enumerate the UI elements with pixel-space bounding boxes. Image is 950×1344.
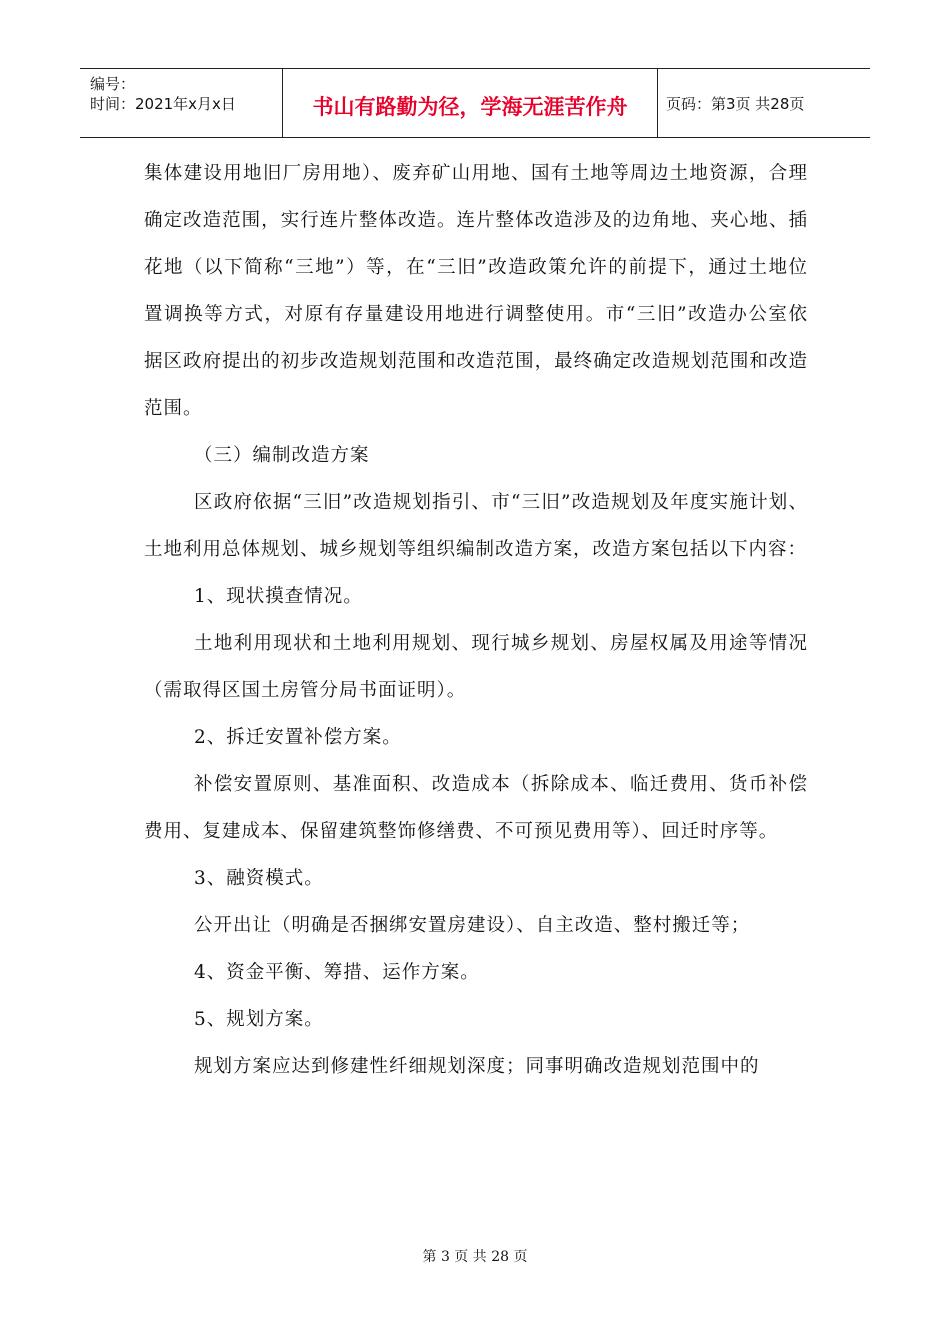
document-body xyxy=(144,150,808,1090)
header-page-cell xyxy=(658,69,870,137)
list-item-heading: 4、资金平衡、筹措、运作方案。 xyxy=(194,962,480,983)
header-meta-cell xyxy=(80,69,283,137)
paragraph-continuation: 集体建设用地旧厂房用地）、废弃矿山用地、国有土地等周边土地资源，合理确定改造范围，实行连片整体改造。连片整体改造涉及的边角地、夹心地、插花地（以下简称“三地”）等，在“三旧”改造政策允许的前提下，通过土地位置调换等方式，对原有存量建设用地进行调整使用。市“三旧”改造办公室依据区政府提出的初步改造规划范围和改造范围，最终确定改造规划范围和改造范围。 xyxy=(144,163,808,419)
list-item-heading: 5、规划方案。 xyxy=(194,1009,324,1030)
header-motto: 书山有路勤为径，学海无涯苦作舟 xyxy=(312,95,628,119)
paragraph: 公开出让（明确是否捆绑安置房建设）、自主改造、整村搬迁等； xyxy=(194,915,751,936)
paragraph: 区政府依据“三旧”改造规划指引、市“三旧”改造规划及年度实施计划、土地利用总体规划、城乡规划等组织编制改造方案，改造方案包括以下内容： xyxy=(144,492,808,560)
header-page-label: 页码：第3页 共28页 xyxy=(666,95,805,113)
list-item-heading: 1、现状摸查情况。 xyxy=(194,586,363,607)
list-item-heading: 2、拆迁安置补偿方案。 xyxy=(194,727,402,748)
paragraph: 土地利用现状和土地利用规划、现行城乡规划、房屋权属及用途等情况（需取得区国土房管分局书面证明）。 xyxy=(144,633,808,701)
page-footer xyxy=(0,1246,950,1266)
header-motto-cell xyxy=(283,69,658,137)
page-header xyxy=(80,68,870,138)
footer-page-number: 第 3 页 共 28 页 xyxy=(422,1249,528,1265)
list-item-heading: 3、融资模式。 xyxy=(194,868,324,889)
paragraph: 补偿安置原则、基准面积、改造成本（拆除成本、临迁费用、货币补偿费用、复建成本、保留建筑整饰修缮费、不可预见费用等）、回迁时序等。 xyxy=(144,774,808,842)
document-number-label: 编号： xyxy=(90,75,136,93)
section-heading: （三）编制改造方案 xyxy=(194,445,370,466)
paragraph: 规划方案应达到修建性纤细规划深度；同事明确改造规划范围中的 xyxy=(194,1056,760,1077)
document-time-label: 时间：2021年x月x日 xyxy=(90,95,236,113)
